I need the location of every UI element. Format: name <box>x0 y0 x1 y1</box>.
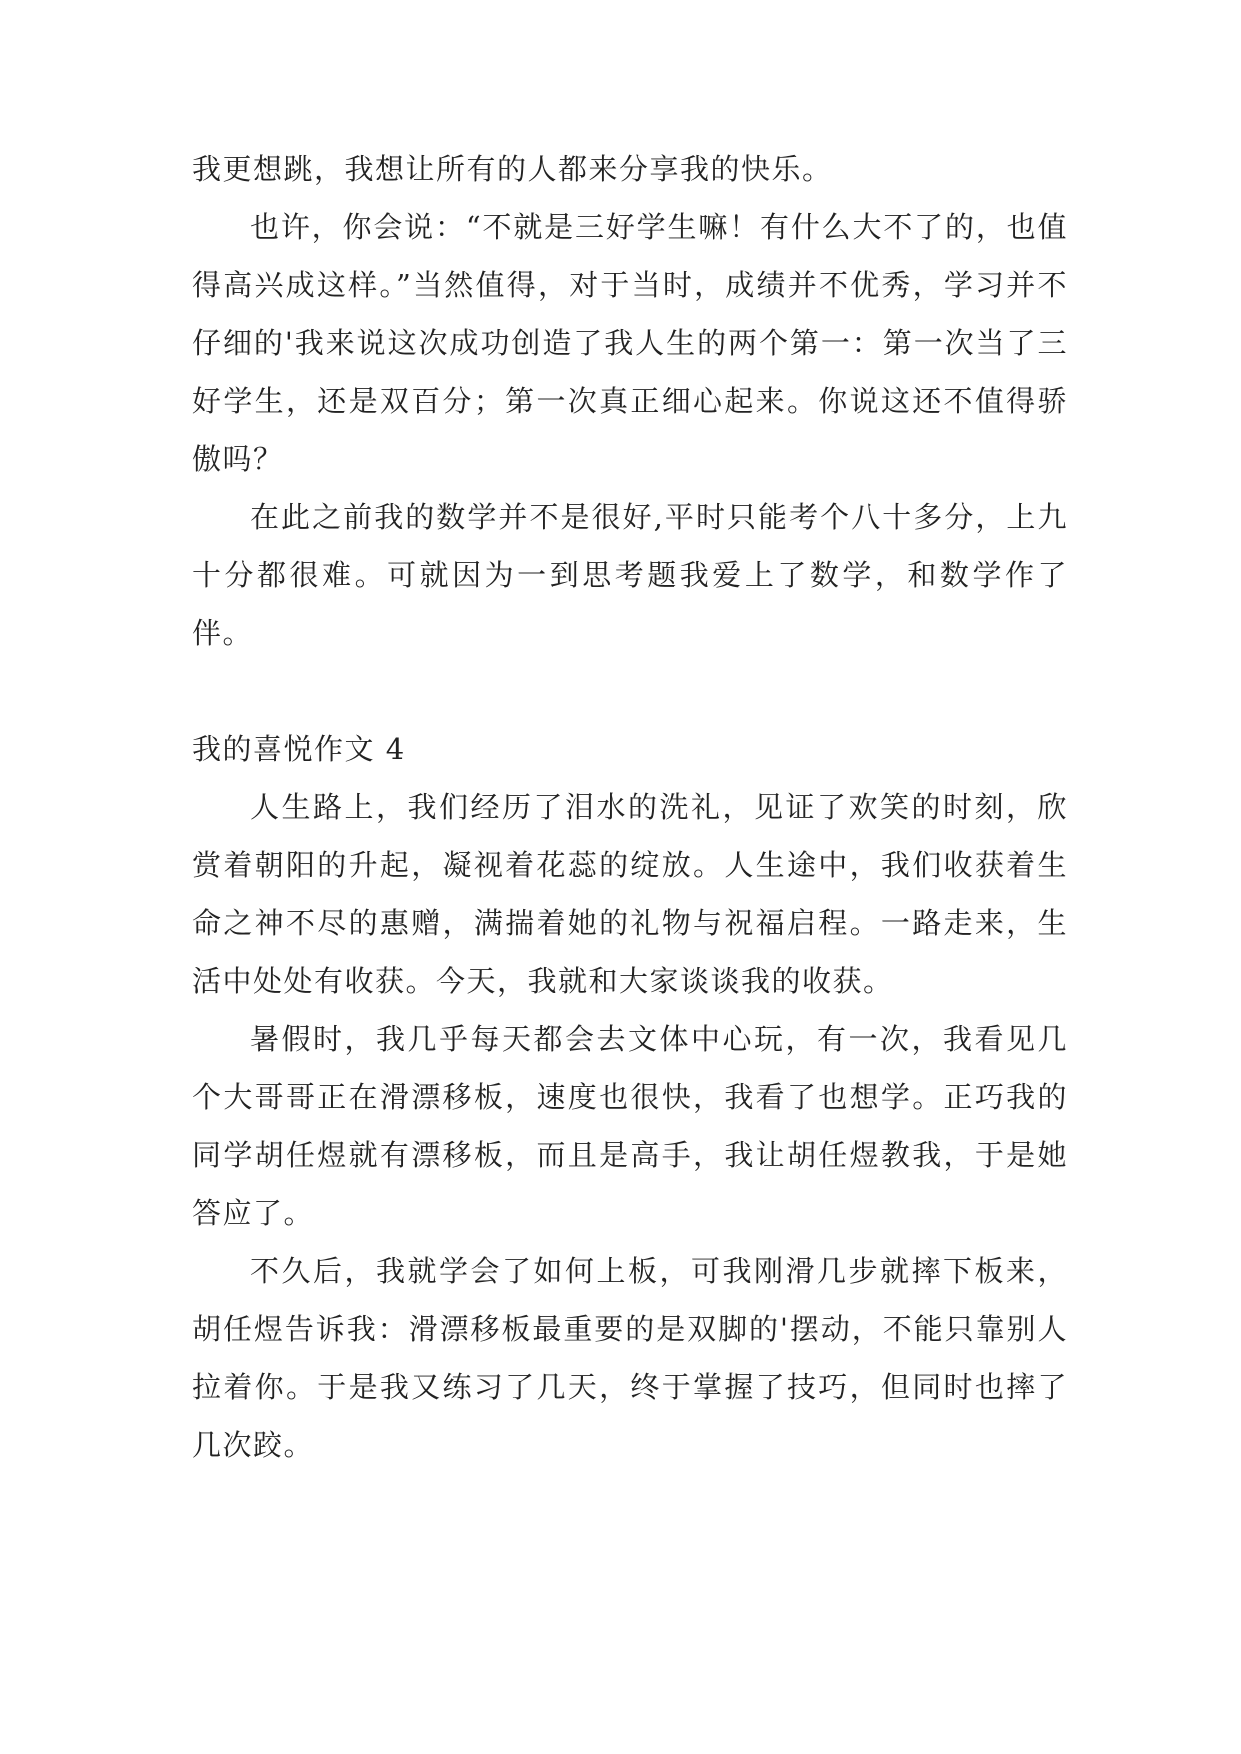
paragraph: 暑假时，我几乎每天都会去文体中心玩，有一次，我看见几个大哥哥正在滑漂移板，速度也很快，我看了也想学。正巧我的同学胡任煜就有漂移板，而且是高手，我让胡任煜教我，于是她答应了。 <box>192 1022 1068 1230</box>
paragraph: 我更想跳，我想让所有的人都来分享我的快乐。 <box>192 152 833 186</box>
paragraph: 也许，你会说：“不就是三好学生嘛！有什么大不了的，也值得高兴成这样。”当然值得，对于当时，成绩并不优秀，学习并不仔细的'我来说这次成功创造了我人生的两个第一：第一次当了三好学生，还是双百分；第一次真正细心起来。你说这还不值得骄傲吗？ <box>192 210 1068 476</box>
paragraph: 在此之前我的数学并不是很好,平时只能考个八十多分，上九十分都很难。可就因为一到思考题我爱上了数学，和数学作了伴。 <box>192 500 1068 650</box>
paragraph: 人生路上，我们经历了泪水的洗礼，见证了欢笑的时刻，欣赏着朝阳的升起，凝视着花蕊的绽放。人生途中，我们收获着生命之神不尽的惠赠，满揣着她的礼物与祝福启程。一路走来，生活中处处有收获。今天，我就和大家谈谈我的收获。 <box>192 790 1068 998</box>
document-page <box>192 140 1068 1474</box>
section-title: 我的喜悦作文 4 <box>192 732 406 766</box>
paragraph: 不久后，我就学会了如何上板，可我刚滑几步就摔下板来，胡任煜告诉我：滑漂移板最重要的是双脚的'摆动，不能只靠别人拉着你。于是我又练习了几天，终于掌握了技巧，但同时也摔了几次跤。 <box>192 1254 1068 1462</box>
